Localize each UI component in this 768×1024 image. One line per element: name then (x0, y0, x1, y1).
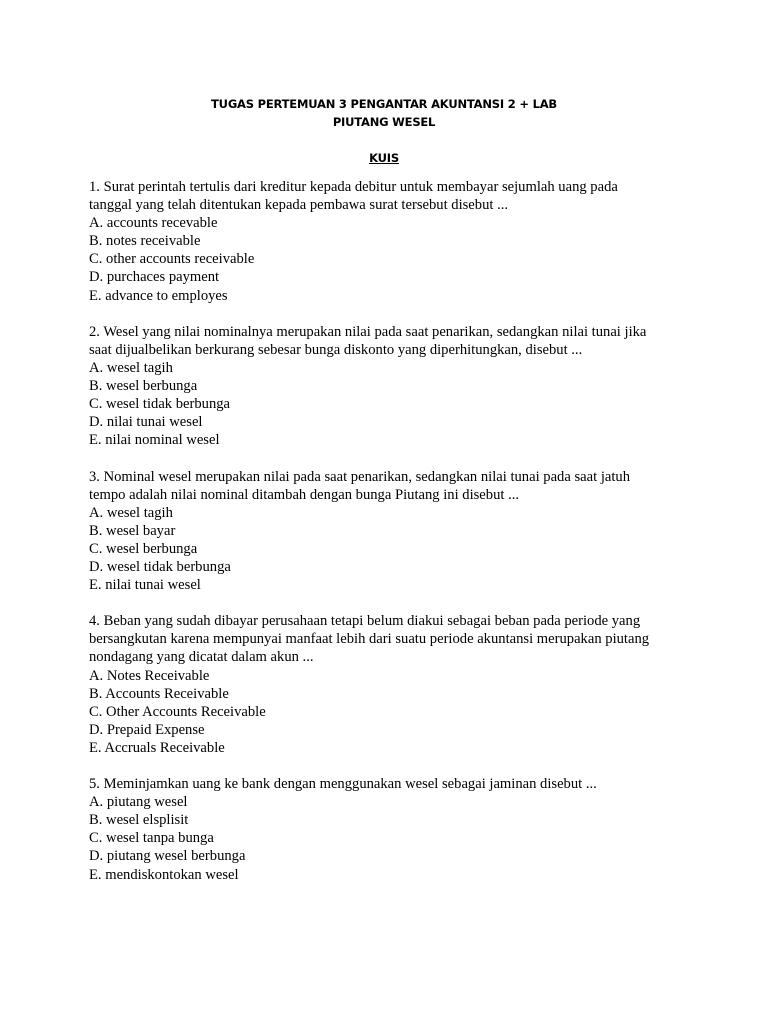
question-3-option-e: E. nilai tunai wesel (89, 577, 201, 594)
question-3-option-a: A. wesel tagih (89, 504, 173, 521)
question-2-option-b: B. wesel berbunga (89, 378, 198, 395)
question-1-option-b: B. notes receivable (89, 233, 201, 250)
question-2-option-d: D. nilai tunai wesel (89, 414, 203, 431)
question-5-option-a: A. piutang wesel (89, 794, 188, 811)
question-4-stem-line-1: 4. Beban yang sudah dibayar perusahaan tetapi belum diakui sebagai beban pada periode yang (89, 613, 641, 630)
document-header (0, 95, 768, 167)
question-5-option-c: C. wesel tanpa bunga (89, 830, 214, 847)
question-2-option-e: E. nilai nominal wesel (89, 432, 220, 449)
section-heading: KUIS (369, 151, 399, 165)
question-5 (89, 775, 689, 884)
question-4-option-d: D. Prepaid Expense (89, 721, 205, 738)
question-4-option-a: A. Notes Receivable (89, 667, 210, 684)
question-3 (89, 468, 689, 595)
question-1-option-e: E. advance to employes (89, 287, 228, 304)
question-5-option-b: B. wesel elsplisit (89, 812, 189, 829)
question-4-stem-line-3: nondagang yang dicatat dalam akun ... (89, 649, 314, 666)
question-3-option-d: D. wesel tidak berbunga (89, 558, 231, 575)
question-5-option-e: E. mendiskontokan wesel (89, 866, 239, 883)
question-2-stem-line-1: 2. Wesel yang nilai nominalnya merupakan nilai pada saat penarikan, sedangkan nilai tunai jika (89, 323, 647, 340)
question-3-stem-line-1: 3. Nominal wesel merupakan nilai pada saat penarikan, sedangkan nilai tunai pada saat jatuh (89, 468, 630, 485)
question-4-stem-line-2: bersangkutan karena mempunyai manfaat lebih dari suatu periode akuntansi merupakan piutang (89, 631, 650, 648)
document-subtitle: PIUTANG WESEL (332, 115, 436, 129)
question-2 (89, 323, 689, 450)
question-2-option-a: A. wesel tagih (89, 359, 173, 376)
question-2-stem-line-2: saat dijualbelikan berkurang sebesar bunga diskonto yang diperhitungkan, disebut ... (89, 341, 583, 358)
question-2-option-c: C. wesel tidak berbunga (89, 396, 231, 413)
question-4-option-b: B. Accounts Receivable (89, 685, 229, 702)
document-title: TUGAS PERTEMUAN 3 PENGANTAR AKUNTANSI 2 + LAB (211, 97, 557, 111)
question-1 (89, 178, 689, 305)
question-4-option-c: C. Other Accounts Receivable (89, 703, 266, 720)
quiz-body (89, 178, 689, 902)
question-3-option-b: B. wesel bayar (89, 522, 176, 539)
question-1-stem-line-2: tanggal yang telah ditentukan kepada pembawa surat tersebut disebut ... (89, 197, 509, 214)
question-1-option-c: C. other accounts receivable (89, 251, 255, 268)
question-3-option-c: C. wesel berbunga (89, 540, 198, 557)
question-5-stem-line-1: 5. Meminjamkan uang ke bank dengan menggunakan wesel sebagai jaminan disebut ... (89, 776, 597, 793)
question-3-stem-line-2: tempo adalah nilai nominal ditambah dengan bunga Piutang ini disebut ... (89, 486, 520, 503)
question-1-option-a: A. accounts recevable (89, 215, 218, 232)
question-1-stem-line-1: 1. Surat perintah tertulis dari kreditur kepada debitur untuk membayar sejumlah uang pada (89, 179, 618, 195)
question-4 (89, 612, 689, 757)
question-5-option-d: D. piutang wesel berbunga (89, 848, 246, 865)
question-4-option-e: E. Accruals Receivable (89, 739, 225, 756)
question-1-option-d: D. purchaces payment (89, 269, 220, 286)
